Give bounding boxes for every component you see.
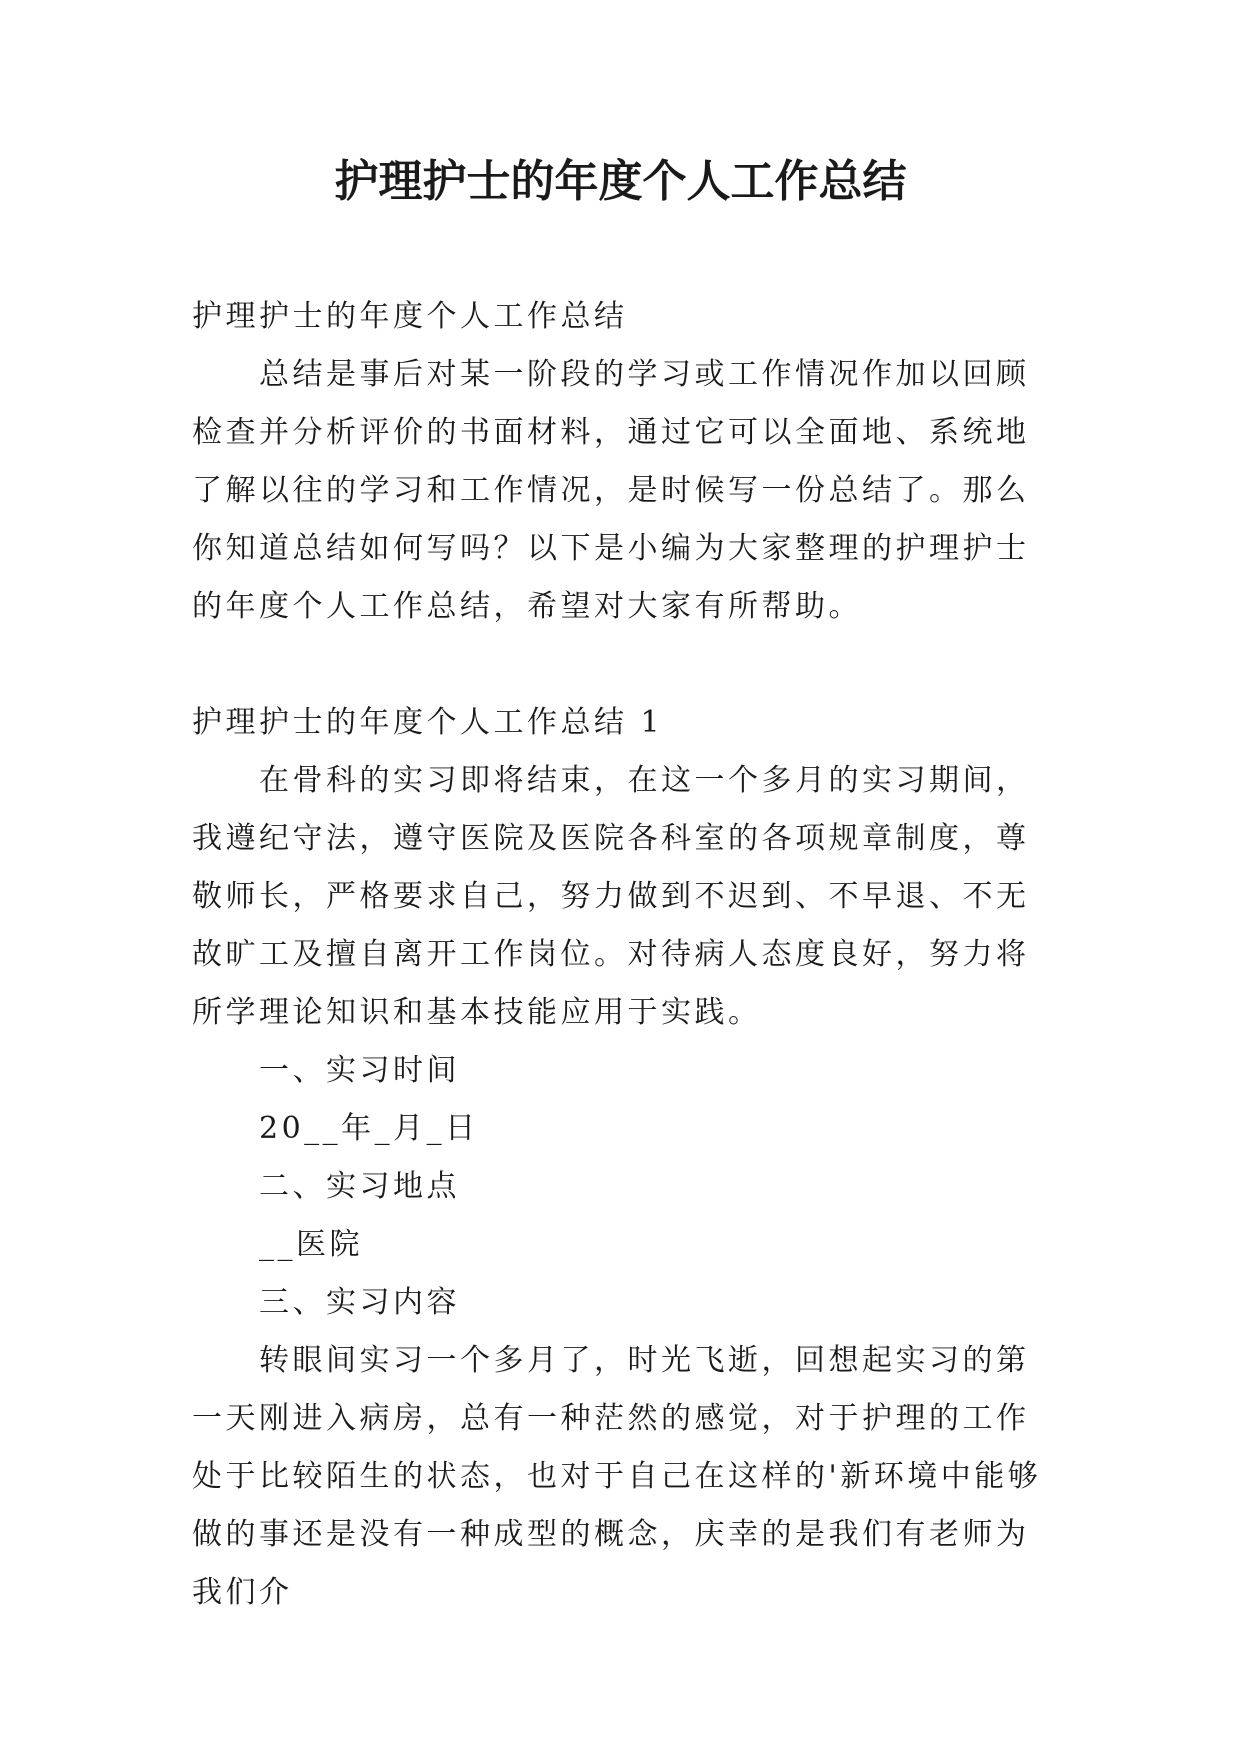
- paragraph-spacer: [192, 636, 1060, 694]
- document-title: 护理护士的年度个人工作总结: [334, 156, 907, 207]
- section-paragraph-1: 在骨科的实习即将结束，在这一个多月的实习期间，我遵纪守法，遵守医院及医院各科室的各项规章制度，尊敬师长，严格要求自己，努力做到不迟到、不早退、不无故旷工及擅自离开工作岗位。对待病人态度良好，努力将所学理论知识和基本技能应用于实践。: [192, 763, 1030, 1030]
- subheading: 护理护士的年度个人工作总结: [192, 299, 628, 334]
- item-time-label: 一、实习时间: [259, 1053, 460, 1088]
- item-content-label: 三、实习内容: [259, 1285, 460, 1320]
- section-heading: 护理护士的年度个人工作总结 1: [192, 705, 664, 740]
- item-time-value: 20__年_月_日: [259, 1111, 479, 1146]
- intro-paragraph: 总结是事后对某一阶段的学习或工作情况作加以回顾检查并分析评价的书面材料，通过它可以全面地、系统地了解以往的学习和工作情况，是时候写一份总结了。那么你知道总结如何写吗？以下是小编为大家整理的护理护士的年度个人工作总结，希望对大家有所帮助。: [192, 357, 1030, 624]
- item-location-value: __医院: [259, 1227, 363, 1262]
- document-body: [192, 288, 1060, 1622]
- item-location-label: 二、实习地点: [259, 1169, 460, 1204]
- section-paragraph-2: 转眼间实习一个多月了，时光飞逝，回想起实习的第一天刚进入病房，总有一种茫然的感觉，对于护理的工作处于比较陌生的状态，也对于自己在这样的'新环境中能够做的事还是没有一种成型的概念，庆幸的是我们有老师为我们介: [192, 1343, 1042, 1610]
